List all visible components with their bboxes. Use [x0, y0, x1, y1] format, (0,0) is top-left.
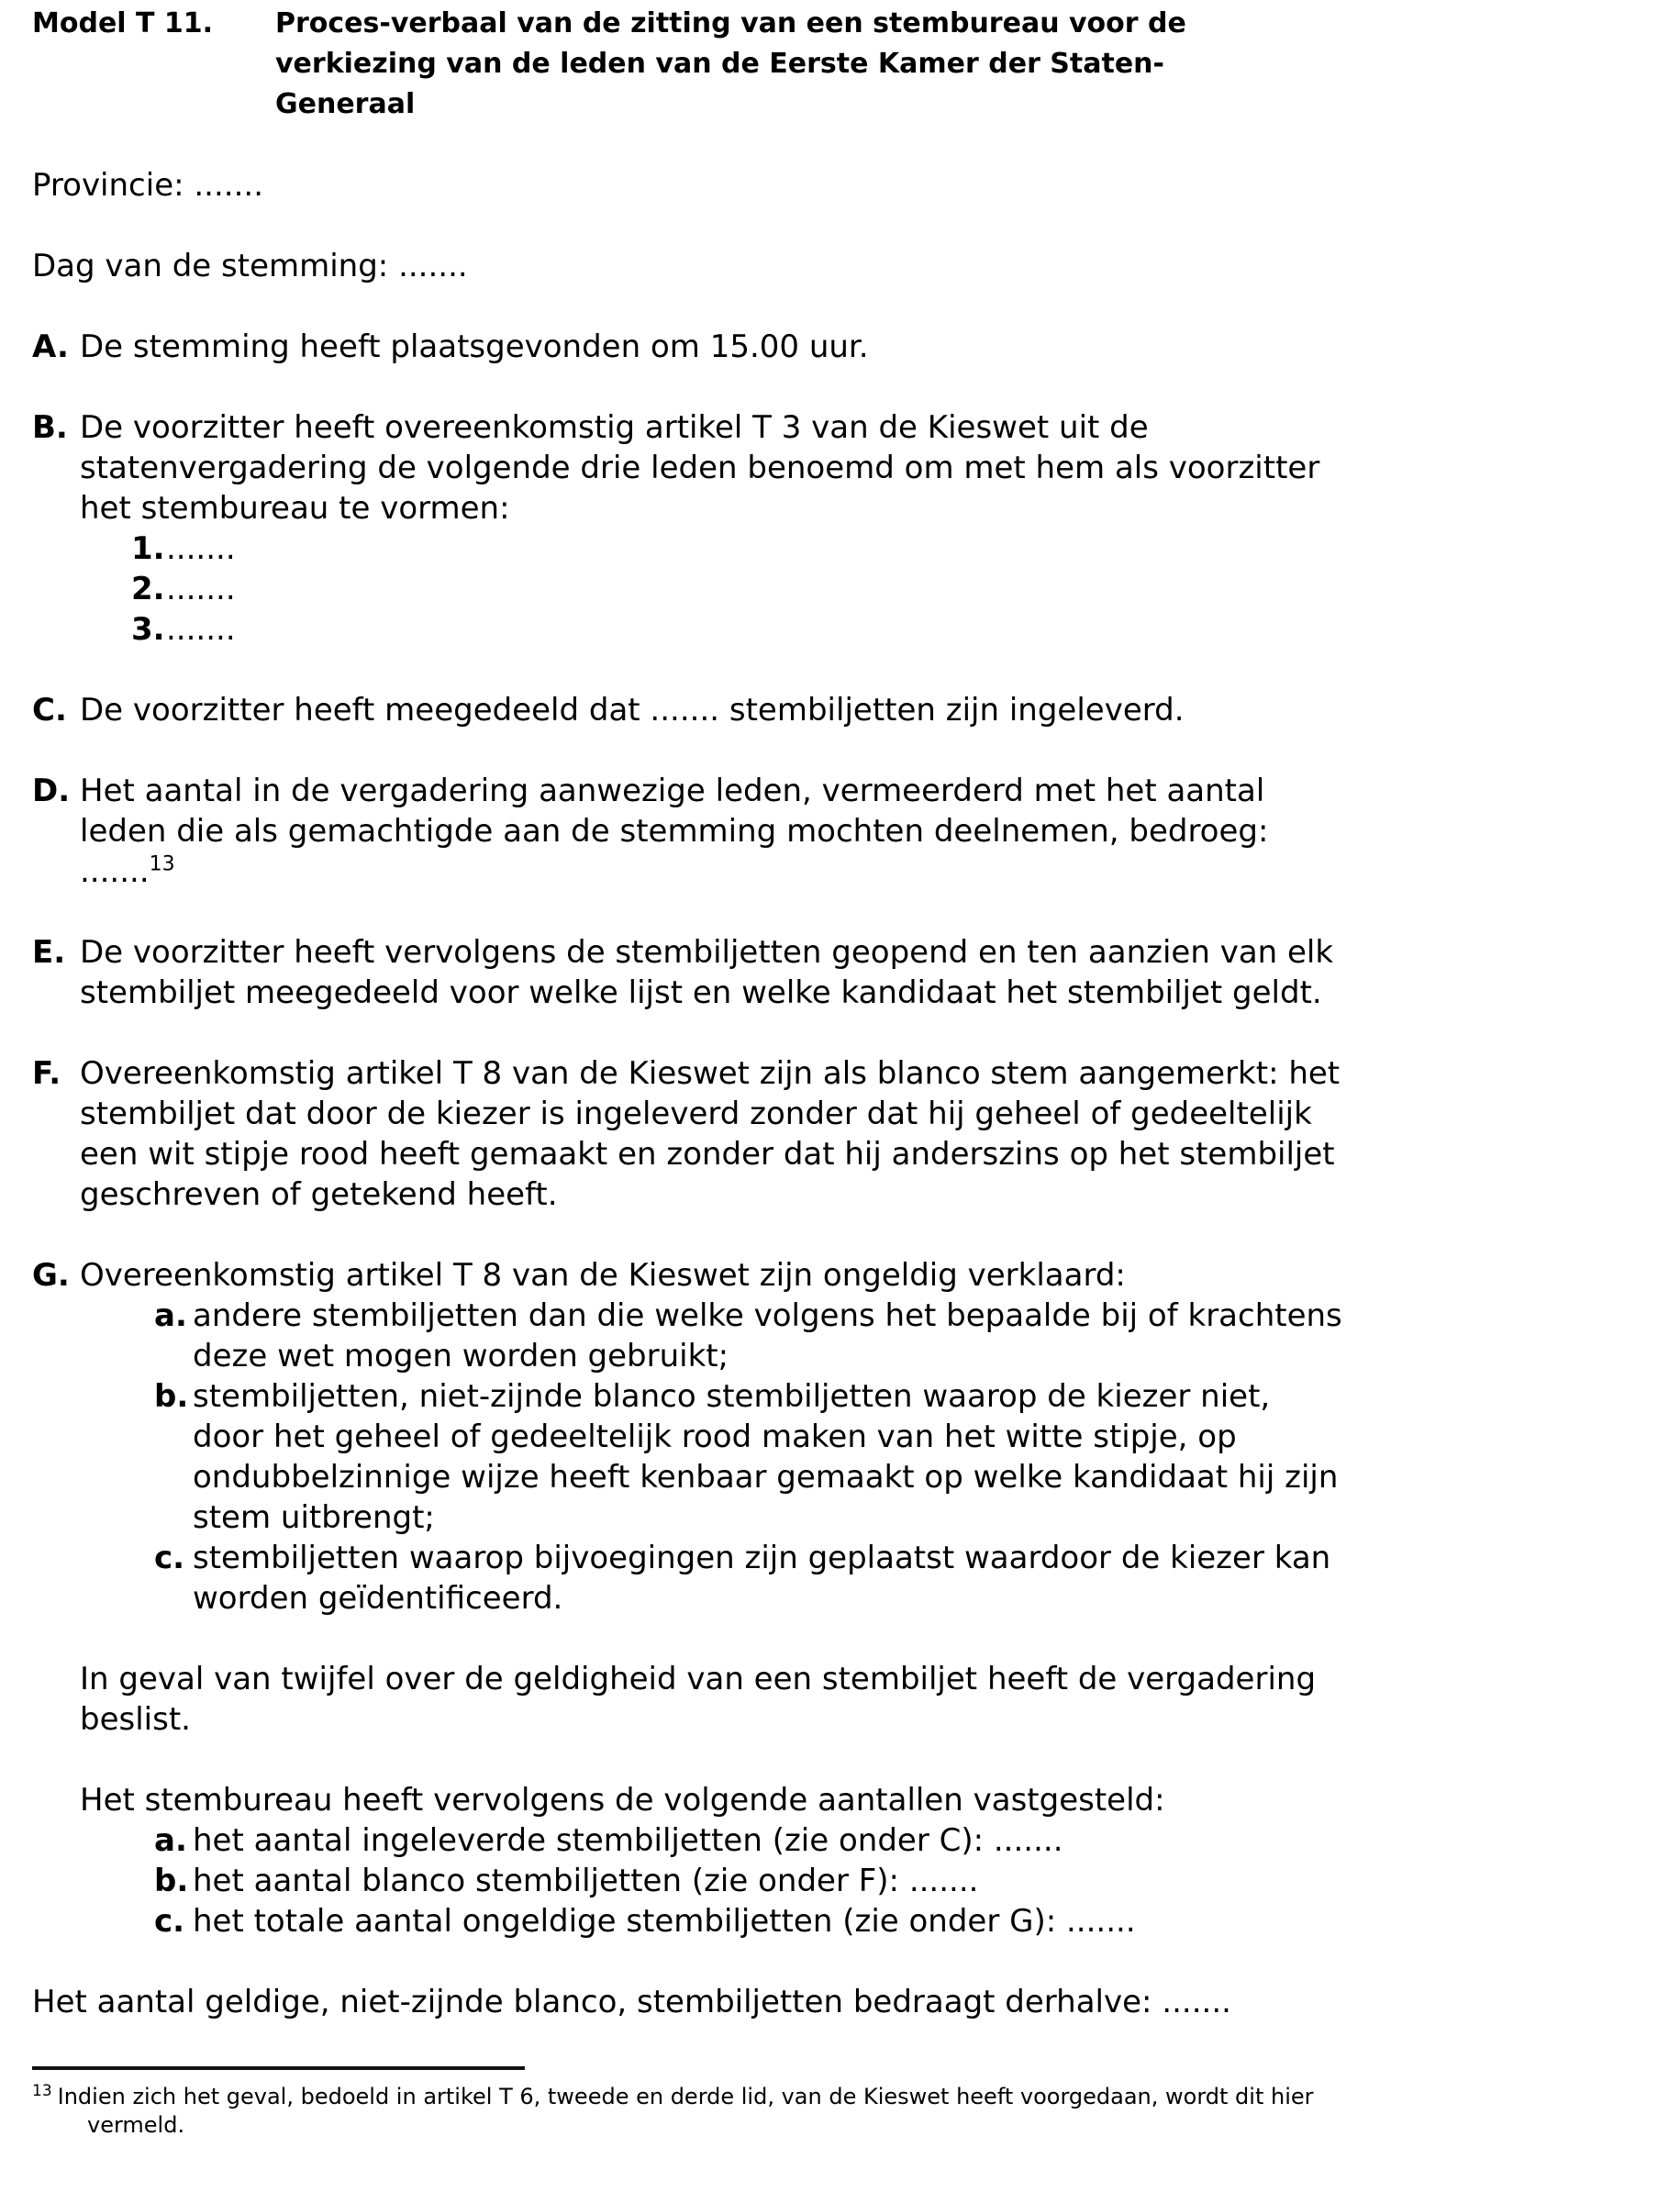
doc-line: [32, 44, 1662, 84]
doc-line: [32, 1861, 1662, 1901]
doc-line: [32, 1376, 1662, 1417]
line-marker: Model T 11.: [32, 7, 214, 39]
line-text: andere stembiljetten dan die welke volgens het bepaalde bij of krachtens: [193, 1297, 1342, 1334]
line-marker: 3.: [131, 611, 165, 648]
doc-line: [32, 4, 1662, 44]
doc-line: [32, 811, 1662, 851]
footnote-rule: [32, 2066, 525, 2070]
doc-line: [32, 932, 1662, 973]
line-text: Generaal: [275, 88, 416, 120]
doc-line: [32, 1094, 1662, 1134]
doc-line: [32, 1457, 1662, 1497]
line-text: deze wet mogen worden gebruikt;: [193, 1338, 729, 1374]
doc-line: [32, 1578, 1662, 1619]
line-marker: F.: [32, 1055, 61, 1092]
doc-line: [32, 609, 1662, 650]
line-marker: G.: [32, 1257, 70, 1294]
line-text: stembiljet dat door de kiezer is ingeleverd zonder dat hij geheel of gedeeltelijk: [80, 1096, 1312, 1132]
doc-line: [32, 1820, 1662, 1861]
doc-line: [32, 1255, 1662, 1296]
doc-line: [32, 1336, 1662, 1376]
doc-line: [32, 1497, 1662, 1538]
line-marker: 2.: [131, 571, 165, 607]
line-text: De voorzitter heeft meegedeeld dat ....... stembiljetten zijn ingeleverd.: [80, 692, 1185, 729]
line-text: statenvergadering de volgende drie leden benoemd om met hem als voorzitter: [80, 450, 1320, 486]
line-text: Het aantal in de vergadering aanwezige leden, vermeerderd met het aantal: [80, 773, 1265, 809]
line-marker: B.: [32, 409, 68, 446]
footnote-reference: 13: [149, 852, 175, 876]
doc-line: [32, 529, 1662, 569]
line-marker: a.: [154, 1297, 187, 1334]
doc-line: [32, 165, 1662, 206]
line-text: het stembureau te vormen:: [80, 490, 510, 527]
line-text: worden geïdentificeerd.: [193, 1580, 563, 1617]
line-text: stembiljetten, niet-zijnde blanco stembiljetten waarop de kiezer niet,: [193, 1378, 1271, 1415]
line-text: beslist.: [80, 1701, 191, 1738]
doc-line: [32, 1538, 1662, 1578]
line-marker: C.: [32, 692, 67, 729]
doc-line: [32, 1134, 1662, 1174]
line-text: Overeenkomstig artikel T 8 van de Kieswet zijn ongeldig verklaard:: [80, 1257, 1126, 1294]
doc-line: [32, 448, 1662, 488]
line-text: geschreven of getekend heeft.: [80, 1176, 558, 1213]
line-text: Overeenkomstig artikel T 8 van de Kieswet zijn als blanco stem aangemerkt: het: [80, 1055, 1341, 1092]
doc-line: [32, 1780, 1662, 1820]
line-text: Proces-verbaal van de zitting van een stembureau voor de: [275, 7, 1186, 39]
doc-line: [32, 569, 1662, 609]
line-marker: E.: [32, 934, 66, 971]
doc-line: [32, 1982, 1662, 2022]
doc-line: [32, 1174, 1662, 1215]
line-text: De voorzitter heeft vervolgens de stembiljetten geopend en ten aanzien van elk: [80, 934, 1334, 971]
line-text: .......: [166, 611, 236, 648]
doc-line: [32, 246, 1662, 286]
footnote-text: Indien zich het geval, bedoeld in artikel T 6, tweede en derde lid, van de Kieswet heeft voorgedaan, wordt dit hier: [57, 2084, 1314, 2109]
doc-line: [32, 84, 1662, 125]
doc-line: [32, 1053, 1662, 1094]
doc-line: [32, 690, 1662, 730]
doc-line: [32, 1659, 1662, 1699]
line-text: leden die als gemachtigde aan de stemming mochten deelnemen, bedroeg:: [80, 813, 1269, 850]
line-text: het aantal blanco stembiljetten (zie onder F): .......: [193, 1863, 979, 1899]
line-marker: b.: [154, 1863, 189, 1899]
doc-line: [32, 1699, 1662, 1740]
line-marker: c.: [154, 1540, 185, 1576]
footnote-line-2: [32, 2111, 1662, 2140]
doc-line: [32, 973, 1662, 1013]
line-marker: a.: [154, 1822, 187, 1859]
line-text: .......: [166, 571, 236, 607]
line-marker: b.: [154, 1378, 189, 1415]
line-text: door het geheel of gedeeltelijk rood maken van het witte stipje, op: [193, 1419, 1237, 1455]
line-text: ondubbelzinnige wijze heeft kenbaar gemaakt op welke kandidaat hij zijn: [193, 1459, 1339, 1496]
line-text: het totale aantal ongeldige stembiljetten (zie onder G): .......: [193, 1903, 1136, 1940]
doc-line: [32, 851, 1662, 892]
doc-line: [32, 1417, 1662, 1457]
doc-line: [32, 488, 1662, 529]
line-text: In geval van twijfel over de geldigheid van een stembiljet heeft de vergadering: [80, 1661, 1317, 1697]
line-text: stembiljet meegedeeld voor welke lijst en welke kandidaat het stembiljet geldt.: [80, 974, 1322, 1011]
line-text: stembiljetten waarop bijvoegingen zijn geplaatst waardoor de kiezer kan: [193, 1540, 1331, 1576]
line-text: .......: [80, 853, 150, 890]
footnote-marker: 13: [32, 2082, 52, 2100]
line-text: stem uitbrengt;: [193, 1499, 435, 1536]
doc-line: [32, 771, 1662, 811]
line-text: Dag van de stemming: .......: [32, 248, 468, 284]
doc-line: [32, 327, 1662, 367]
line-marker: c.: [154, 1903, 185, 1940]
line-marker: D.: [32, 773, 71, 809]
line-text: Provincie: .......: [32, 167, 264, 204]
document-body: [32, 4, 1662, 2022]
line-marker: A.: [32, 328, 69, 365]
line-text: .......: [166, 530, 236, 567]
doc-line: [32, 1296, 1662, 1336]
line-text: Het stembureau heeft vervolgens de volgende aantallen vastgesteld:: [80, 1782, 1165, 1819]
doc-line: [32, 1901, 1662, 1942]
footnote-text: vermeld.: [87, 2112, 185, 2138]
line-text: een wit stipje rood heeft gemaakt en zonder dat hij anderszins op het stembiljet: [80, 1136, 1335, 1173]
line-text: het aantal ingeleverde stembiljetten (zie onder C): .......: [193, 1822, 1063, 1859]
doc-line: [32, 407, 1662, 448]
line-text: De stemming heeft plaatsgevonden om 15.00 uur.: [80, 328, 869, 365]
line-text: De voorzitter heeft overeenkomstig artikel T 3 van de Kieswet uit de: [80, 409, 1149, 446]
line-text: Het aantal geldige, niet-zijnde blanco, stembiljetten bedraagt derhalve: .......: [32, 1984, 1231, 2020]
line-marker: 1.: [131, 530, 165, 567]
footnote-line-1: [32, 2083, 1662, 2111]
line-text: verkiezing van de leden van de Eerste Kamer der Staten-: [275, 48, 1164, 80]
